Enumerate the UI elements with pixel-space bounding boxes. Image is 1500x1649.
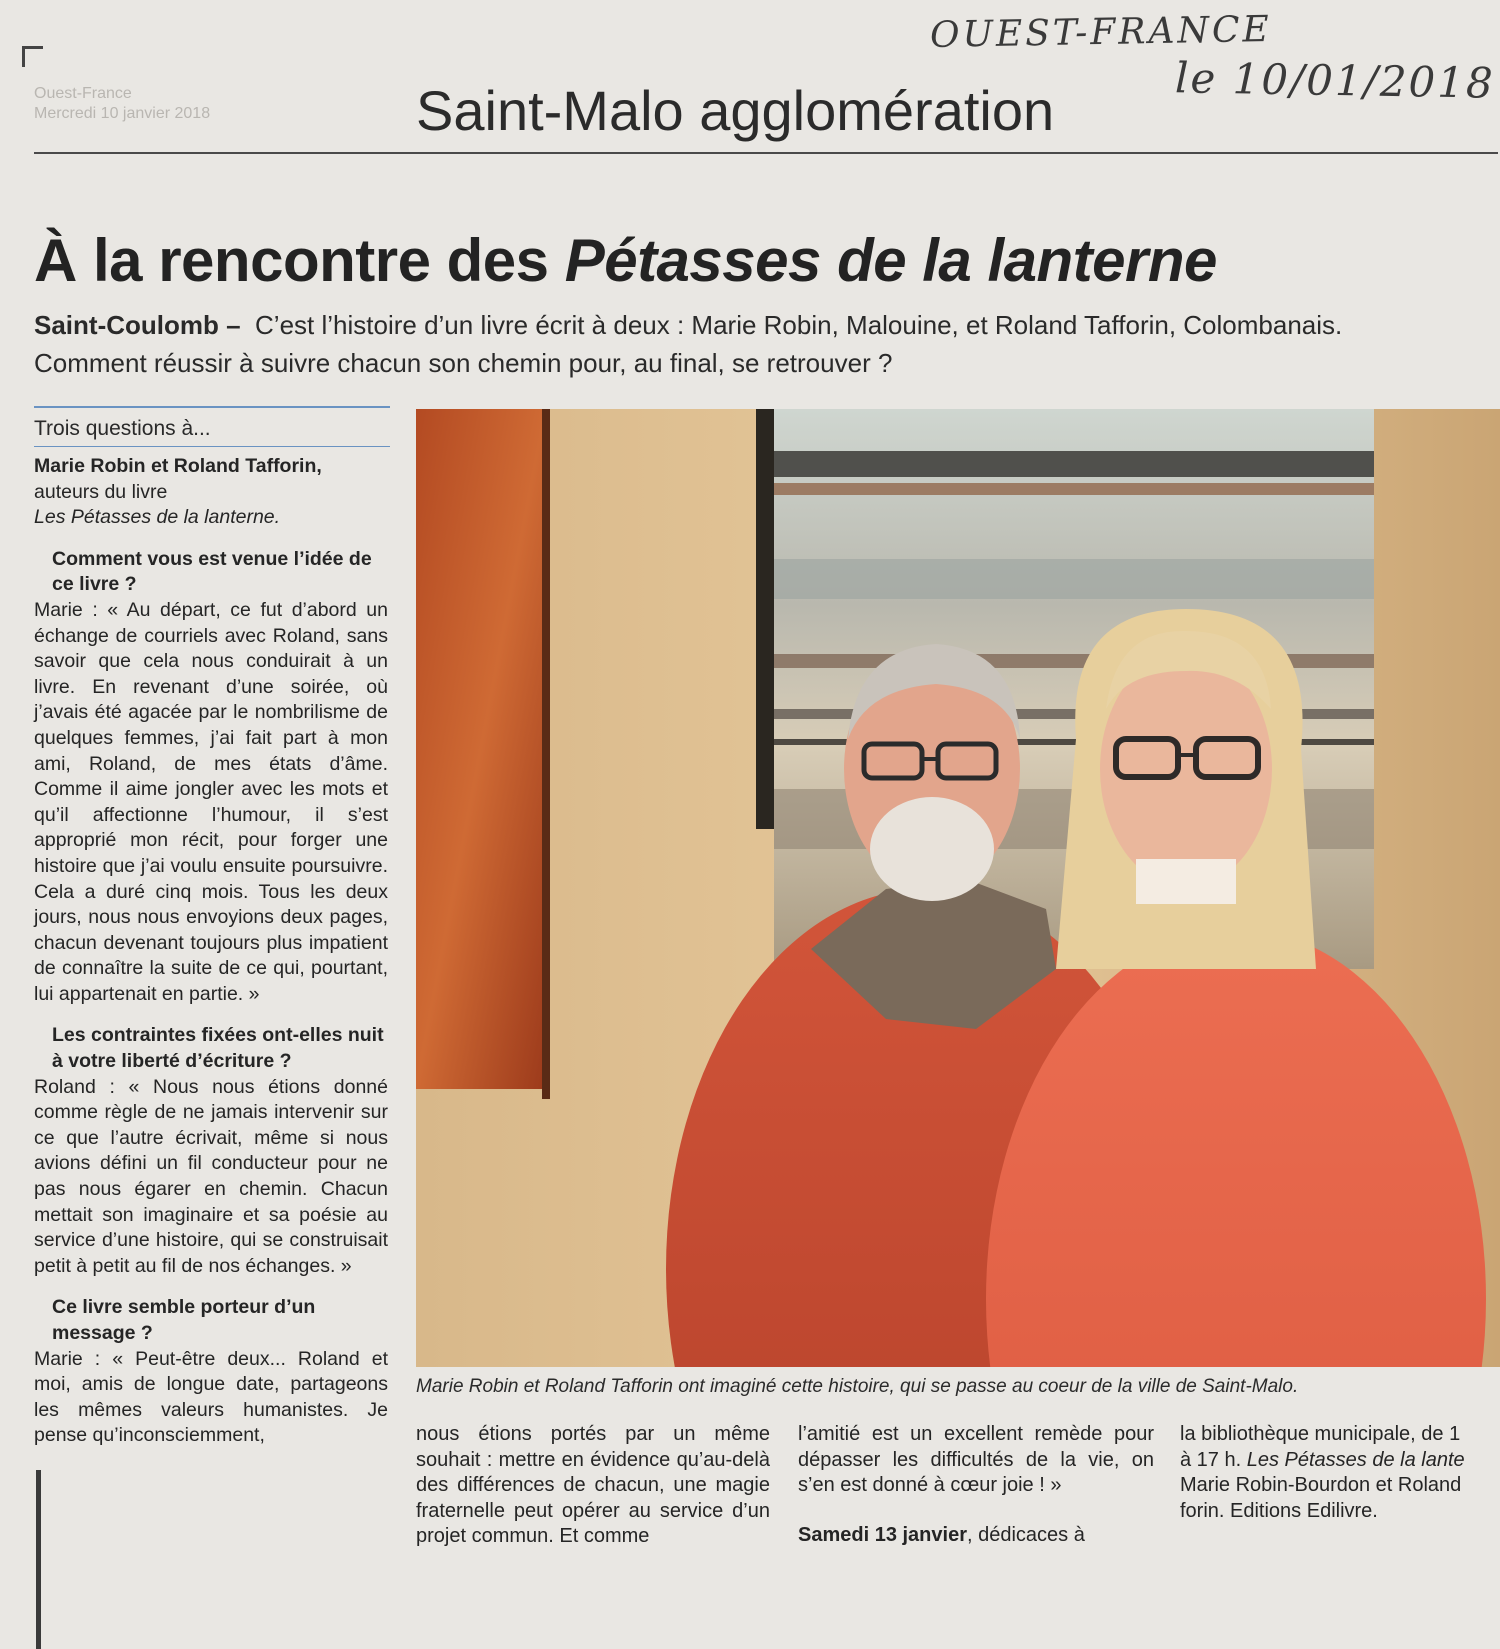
interview-box-rule-top bbox=[34, 406, 390, 408]
crop-mark bbox=[22, 46, 43, 67]
article-column-3 bbox=[798, 1422, 1154, 1548]
event-date: Samedi 13 janvier bbox=[798, 1523, 967, 1546]
headline-prefix: À la rencontre des bbox=[34, 227, 565, 294]
interviewee-names: Marie Robin et Roland Tafforin, bbox=[34, 455, 322, 477]
interview-column bbox=[34, 454, 388, 1449]
interview-box-rule-bottom bbox=[34, 446, 390, 447]
answer-2: Roland : « Nous nous étions donné comme règle de ne jamais intervenir sur ce que l’autre écrivait, même si nous avions défini un fil conducteur pour ne pas nous égarer en chemin. Chacun mettait son imaginaire et sa poésie au service d’une histoire, qui se construisait petit à petit au fil de nos échanges. » bbox=[34, 1075, 388, 1277]
event-text: , dédicaces à bbox=[966, 1523, 1085, 1546]
ghost-publication: Ouest-France bbox=[34, 85, 132, 102]
event-time: à 17 h. bbox=[1180, 1448, 1247, 1471]
question-3: Ce livre semble porteur d’un message ? bbox=[52, 1296, 316, 1344]
event-info bbox=[798, 1523, 1154, 1549]
article-column-4 bbox=[1180, 1422, 1500, 1524]
interview-box-title: Trois questions à... bbox=[34, 417, 211, 440]
article-lead bbox=[34, 306, 1364, 382]
interviewee-role: auteurs du livre bbox=[34, 480, 168, 503]
handwritten-source-note: OUEST-FRANCE bbox=[929, 9, 1273, 56]
event-line-3: Marie Robin-Bourdon et Roland bbox=[1180, 1474, 1462, 1497]
article-column-2 bbox=[416, 1422, 770, 1550]
question-1: Comment vous est venue l’idée de ce livre ? bbox=[52, 547, 372, 596]
event-line-2 bbox=[1180, 1448, 1500, 1474]
ghost-date: Mercredi 10 janvier 2018 bbox=[34, 105, 211, 122]
answer-3-end: l’amitié est un excellent remède pour dépasser les difficultés de la vie, on s’en est donné à cœur joie ! » bbox=[798, 1423, 1154, 1497]
lead-text: C’est l’histoire d’un livre écrit à deux : Marie Robin, Malouine, et Roland Tafforin, Colombanais. Comment réussir à suivre chacun son chemin pour, au final, se retrouver ? bbox=[34, 310, 1343, 378]
dateline: Saint-Coulomb – bbox=[34, 310, 241, 340]
section-rule bbox=[34, 152, 1498, 154]
answer-3-continued: nous étions portés par un même souhait : mettre en évidence qu’au-delà des différences de chacun, une magie fraternelle peut opérer au service d’un projet commun. Et comme bbox=[416, 1423, 770, 1548]
article-photo bbox=[416, 409, 1500, 1367]
photo-caption: Marie Robin et Roland Tafforin ont imaginé cette histoire, qui se passe au coeur de la ville de Saint-Malo. bbox=[416, 1376, 1299, 1397]
event-line-4: forin. Editions Edilivre. bbox=[1180, 1499, 1378, 1522]
event-line-1: la bibliothèque municipale, de 1 bbox=[1180, 1423, 1461, 1445]
answer-3: Marie : « Peut-être deux... Roland et moi, amis de longue date, partageons les mêmes valeurs humanistes. Je pense qu’inconsciemment, bbox=[34, 1347, 388, 1447]
event-book-title: Les Pétasses de la lante bbox=[1246, 1448, 1465, 1471]
headline-book-title: Pétasses de la lanterne bbox=[564, 227, 1217, 294]
article-headline bbox=[34, 226, 1217, 295]
interviewee-book: Les Pétasses de la lanterne. bbox=[34, 506, 281, 529]
answer-1: Marie : « Au départ, ce fut d’abord un échange de courriels avec Roland, sans savoir que cela nous conduirait à un livre. En revenant d’une soirée, où j’avais été agacée par le nombrilisme de quelques femmes, j’ai fait part à mon ami, Roland, de mes états d’âme. Comme il aime jongler avec les mots et qu’il affectionne l’humour, il s’est approprié mon récit, pour forger une histoire que j’ai voulu ensuite poursuivre. Cela a duré cinq mois. Tous les deux jours, nous nous envoyions deux pages, chacun devenant toujours plus impatient de connaître la suite de ce qui, pourtant, lui appartenait en partie. » bbox=[34, 598, 388, 1005]
section-title: Saint-Malo agglomération bbox=[416, 79, 1055, 142]
question-2: Les contraintes fixées ont-elles nuit à votre liberté d’écriture ? bbox=[52, 1024, 384, 1073]
ghost-page-meta bbox=[34, 84, 210, 124]
margin-bar bbox=[36, 1470, 41, 1649]
handwritten-date-note: le 10/01/2018 bbox=[1174, 53, 1496, 108]
